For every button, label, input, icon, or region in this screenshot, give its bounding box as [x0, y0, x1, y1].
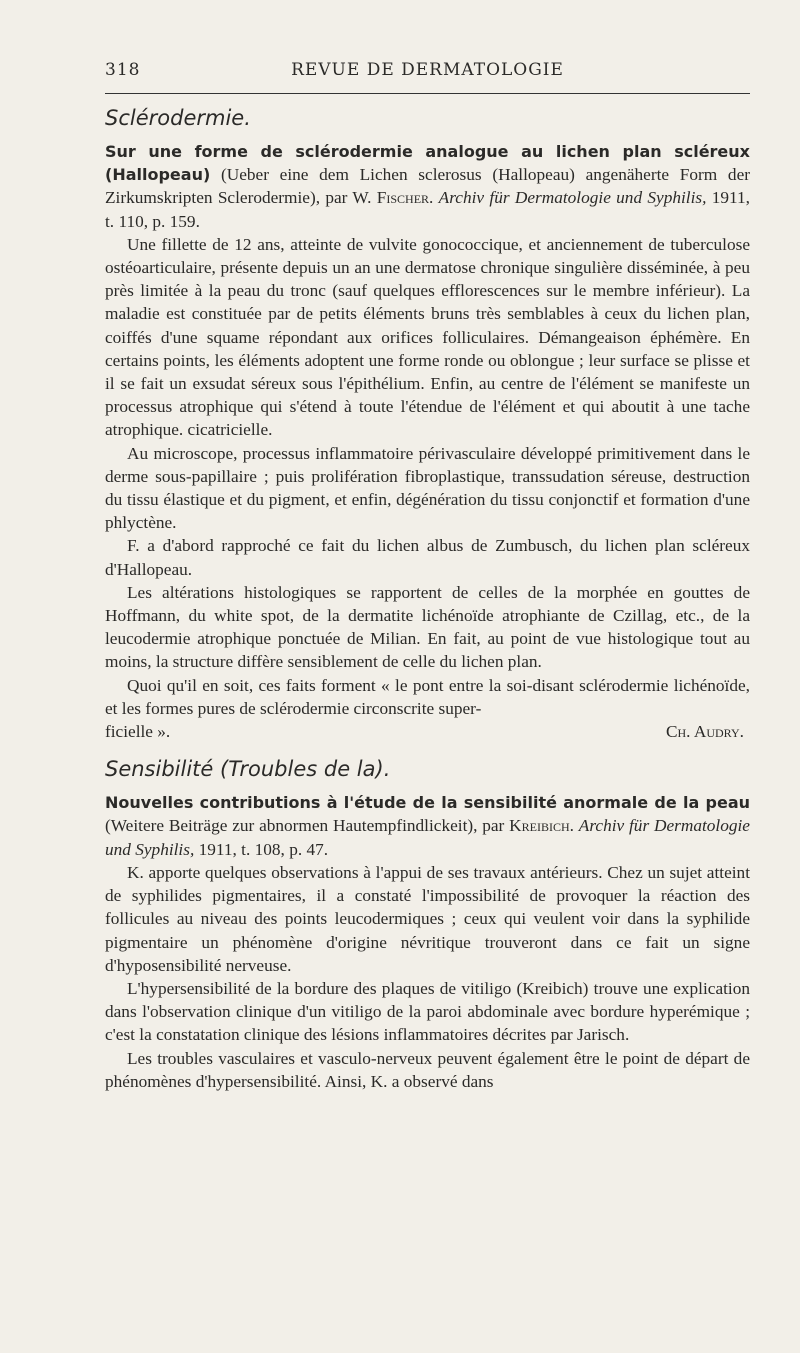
page-number: 318	[105, 60, 141, 80]
article-reference: (Weitere Beiträge zur abnormen Hautempfindlickeit), par	[105, 816, 505, 836]
paragraph: Les troubles vasculaires et vasculo-nerveux peuvent également être le point de départ de phénomènes d'hypersensibilité. Ainsi, K. a observé dans	[105, 1048, 750, 1091]
paragraph: Une fillette de 12 ans, atteinte de vulvite gonococcique, et anciennement de tuberculose ostéoarticulaire, présente depuis un an une dermatose chronique singulière disséminée, à peu près limitée à la peau du tronc (sauf quelques efflorescences sur le membre inférieur). La maladie est constituée par de petits éléments bruns très semblables à ceux du lichen plan, coiffés d'une squame répondant aux orifices folliculaires. Démangeaison éphémère. En certains points, les éléments adoptent une forme ronde ou oblongue ; leur surface se plisse et il se fait un exsudat séreux sous l'épithélium. Enfin, au centre de l'élément se manifeste un processus atrophique qui s'étend à toute l'étendue de l'élément et qui aboutit à une tache atrophique. cicatricielle.	[105, 234, 750, 440]
paragraph: Quoi qu'il en soit, ces faits forment « le pont entre la soi-disant sclérodermie lichénoïde, et les formes pures de sclérodermie circonscrite super-	[105, 675, 750, 718]
article-heading	[105, 140, 750, 233]
paragraph: K. apporte quelques observations à l'appui de ses travaux antérieurs. Chez un sujet atteint de syphilides pigmentaires, il a constaté l'impossibilité de provoquer la réaction des follicules au niveau des points leucodermiques ; ceux qui veulent voir dans la syphilide pigmentaire un phénomène d'origine névritique trouveront dans ce fait un signe d'hyposensibilité nerveuse.	[105, 862, 750, 975]
citation: 1911, t. 110, p. 159.	[105, 188, 750, 231]
header-rule	[105, 93, 750, 94]
section-title-sensibilite: Sensibilité (Troubles de la).	[105, 757, 391, 782]
article-title: Nouvelles contributions à l'étude de la sensibilité anormale de la peau	[105, 793, 750, 813]
paragraph: L'hypersensibilité de la bordure des plaques de vitiligo (Kreibich) trouve une explication dans l'observation clinique d'un vitiligo de la paroi abdominale avec bordure hyperémique ; c'est la constatation clinique des lésions inflammatoires décrites par Jarisch.	[105, 978, 750, 1045]
running-title: REVUE DE DERMATOLOGIE	[291, 60, 564, 80]
running-header	[105, 54, 750, 86]
author-signature: Ch. Audry.	[665, 722, 744, 742]
main-content	[105, 104, 750, 1093]
signature-line	[105, 720, 750, 743]
journal-name: Archiv für Dermatologie und Syphilis,	[438, 188, 707, 208]
article-title: Sur une forme de sclérodermie analogue au lichen plan scléreux (Hallopeau)	[105, 142, 750, 185]
section-title-sclerodermie: Sclérodermie.	[105, 106, 251, 130]
paragraph: Au microscope, processus inflammatoire périvasculaire développé primitivement dans le derme sous-papillaire ; puis prolifération fibroplastique, transsudation séreuse, destruction du tissu élastique et du pigment, et enfin, dégénération du tissu conjonctif et formation d'une phlyctène.	[105, 443, 750, 533]
citation: 1911, t. 108, p. 47.	[198, 839, 329, 859]
article-author: Fischer.	[376, 188, 434, 208]
paragraph: F. a d'abord rapproché ce fait du lichen albus de Zumbusch, du lichen plan scléreux d'Hallopeau.	[105, 536, 750, 579]
journal-name: Archiv für Dermatologie und Syphilis,	[105, 816, 750, 859]
article-reference: (Ueber eine dem Lichen sclerosus (Hallopeau) angenäherte Form der Zirkumskripten Sclerodermie), par W.	[105, 165, 750, 208]
article-heading	[105, 791, 750, 861]
paragraph-end: ficielle ».	[105, 722, 171, 742]
paragraph: Les altérations histologiques se rapportent de celles de la morphée en gouttes de Hoffmann, du white spot, de la dermatite lichénoïde atrophiante de Czillag, etc., de la leucodermie atrophique ponctuée de Milian. En fait, au point de vue histologique tout au moins, la structure diffère sensiblement de celle du lichen plan.	[105, 582, 750, 672]
article-author: Kreibich.	[509, 816, 574, 836]
